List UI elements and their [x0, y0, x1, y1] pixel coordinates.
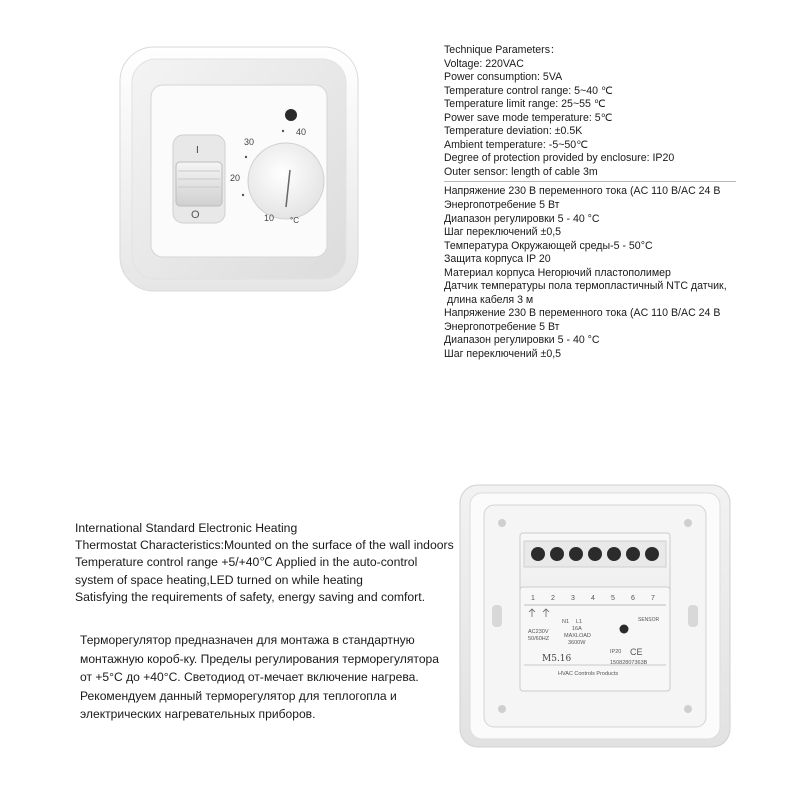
label-ip: IP20: [610, 649, 622, 655]
description-en-line: Satisfying the requirements of safety, energy saving and comfort.: [75, 589, 426, 604]
spec-limit-range: Temperature limit range: 25~55 ℃: [444, 98, 606, 111]
label-ac: AC230V: [528, 629, 549, 635]
thermostat-back-image: [458, 483, 732, 749]
spec-ru-line: Датчик температуры пола термопластичный NTC датчик,: [444, 280, 727, 293]
description-en: [75, 520, 460, 606]
spec-ru-line: Защита корпуса IP 20: [444, 253, 551, 266]
thermostat-front-image: [118, 45, 360, 293]
spec-power-save: Power save mode temperature: 5℃: [444, 111, 613, 124]
power-off-symbol: O: [191, 209, 200, 221]
label-n1: N1: [562, 619, 570, 625]
description-ru-line: Рекомендуем данный терморегулятор для теплогопла и: [80, 688, 397, 703]
dial-mark-unit: °C: [290, 216, 299, 225]
label-hz: 50/60HZ: [528, 636, 550, 642]
spec-ru-line: Диапазон регулировки 5 - 40 °C: [444, 334, 600, 347]
terminal-number: 5: [611, 595, 615, 602]
power-on-symbol: I: [196, 145, 199, 156]
spec-block: [444, 44, 794, 362]
spec-title: Technique Parameters：: [444, 44, 561, 56]
label-serial: 15082807363B: [610, 660, 648, 666]
adjust-hole: [620, 625, 629, 634]
terminal-number: 7: [651, 595, 655, 602]
description-en-line: Temperature control range +5/+40℃ Applied in the auto-control: [75, 555, 418, 570]
spec-ambient: Ambient temperature: -5~50℃: [444, 138, 589, 151]
label-ce: CE: [630, 647, 643, 657]
dial-mark-20: 20: [230, 173, 241, 183]
label-3600w: 3600W: [568, 640, 586, 646]
spec-ru-line: Энергопотребение 5 Вт: [444, 199, 560, 212]
description-ru-line: от +5°C до +40°C. Светодиод от-мечает включение нагрева.: [80, 670, 419, 684]
description-en-line: system of space heating,LED turned on while heating: [75, 572, 363, 587]
dial-mark-10: 10: [264, 213, 275, 223]
label-maxload: MAXLOAD: [564, 633, 591, 639]
spec-sensor: Outer sensor: length of cable 3m: [444, 165, 598, 178]
description-en-line: International Standard Electronic Heating: [75, 521, 298, 535]
terminal-number: 6: [631, 595, 635, 602]
label-l1: L1: [576, 619, 583, 625]
description-ru-line: электрических нагревательных приборов.: [80, 707, 316, 721]
spec-protection: Degree of protection provided by enclosure: IP20: [444, 152, 675, 165]
spec-voltage: Voltage: 220VAC: [444, 57, 524, 70]
description-ru-line: монтажную короб-ку. Пределы регулирования терморегулятора: [80, 651, 439, 666]
spec-ru-line: Шаг переключений ±0,5: [444, 226, 562, 239]
spec-ru-line: Материал корпуса Негорючий пластополимер: [444, 266, 671, 279]
description-ru-line: Терморегулятор предназначен для монтажа в стандартную: [80, 633, 415, 647]
spec-ru-line: Диапазон регулировки 5 - 40 °C: [444, 212, 600, 225]
spec-ru-line: длина кабеля 3 м: [447, 293, 534, 306]
label-sensor: SENSOR: [638, 617, 660, 623]
led-indicator: [285, 109, 297, 121]
spec-power: Power consumption: 5VA: [444, 71, 563, 84]
description-en-line: Thermostat Characteristics:Mounted on the surface of the wall indoors: [75, 538, 454, 553]
dial-mark-40: 40: [296, 127, 307, 137]
terminal-number: 4: [591, 595, 595, 602]
label-16a: 16A: [572, 626, 582, 632]
spec-ru-line: Напряжение 230 В переменного тока (AC 110 B/AC 24 B: [444, 185, 721, 198]
spec-control-range: Temperature control range: 5~40 ℃: [444, 84, 613, 97]
description-ru: [80, 631, 450, 724]
label-brand: HVAC Controls Products: [558, 671, 619, 677]
terminal-number: 1: [531, 595, 535, 602]
spec-deviation: Temperature deviation: ±0.5K: [444, 125, 583, 138]
label-model: M5.16: [542, 654, 572, 664]
spec-ru-line: Температура Окружающей среды-5 - 50°C: [444, 239, 653, 252]
spec-ru-line: Энергопотребение 5 Вт: [444, 320, 560, 333]
dial-mark-30: 30: [244, 137, 255, 147]
spec-divider: [444, 181, 736, 182]
spec-ru-line: Напряжение 230 В переменного тока (AC 110 B/AC 24 B: [444, 307, 721, 320]
terminal-number: 2: [551, 595, 555, 602]
terminal-number: 3: [571, 595, 575, 602]
spec-ru-line: Шаг переключений ±0,5: [444, 348, 562, 361]
